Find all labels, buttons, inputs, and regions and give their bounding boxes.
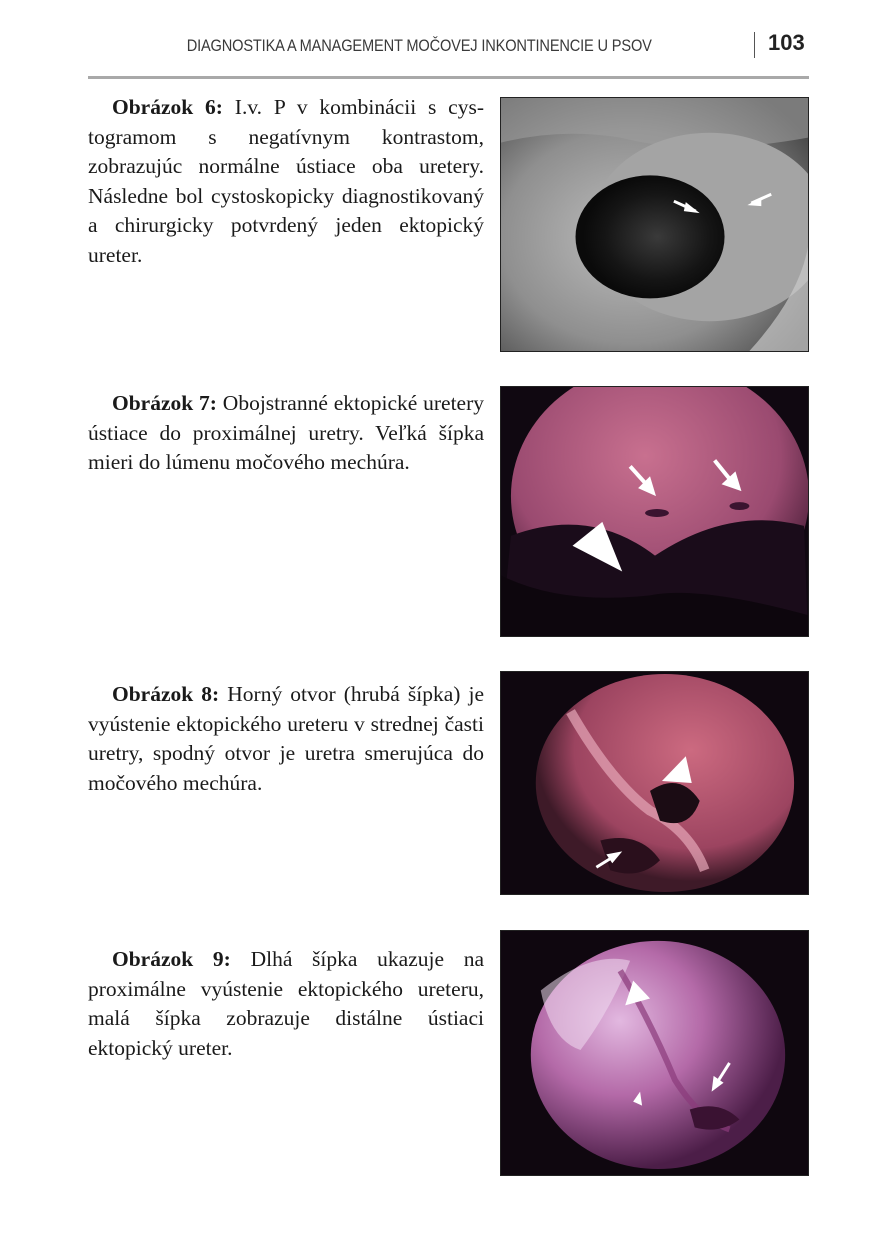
figure-7-cystoscopy: [500, 386, 809, 637]
header-separator: [754, 32, 755, 58]
page-number: 103: [768, 30, 805, 55]
caption-figure-8: [88, 680, 484, 798]
cystoscopy-image: [501, 387, 808, 636]
caption-text: Obojstranné ektopické uretery ústiace do proximálnej uretry. Veľká šípka mieri do lúmenu močového mechúra.: [88, 391, 484, 474]
cystoscopy-image: [501, 931, 808, 1175]
caption-text: Dlhá šípka ukazuje na proximálne vyústenie ektopického ureteru, malá šípka zobrazuje distálne ústiaci ektopický ureter.: [88, 947, 485, 1060]
caption-label: Obrázok 9:: [112, 947, 231, 971]
header-rule: [88, 76, 809, 79]
radiograph-image: [501, 98, 808, 351]
caption-text: I.v. P v kombinácii s cystogramom s negatívnym kontrastom, zobrazujúc normálne ústiace oba uretery. Následne bol cystoskopicky diagnostikovaný a chirurgicky potvrdený jeden ektopický ureter.: [88, 95, 485, 267]
caption-label: Obrázok 7:: [112, 391, 217, 415]
figure-8-cystoscopy: [500, 671, 809, 895]
caption-text: Horný otvor (hrubá šípka) je vyústenie ektopického ureteru v strednej časti uretry, spodný otvor je uretra smerujúca do močového mechúra.: [88, 682, 484, 795]
caption-figure-9: [88, 945, 484, 1063]
figure-9-cystoscopy: [500, 930, 809, 1176]
caption-label: Obrázok 6:: [112, 95, 223, 119]
caption-label: Obrázok 8:: [112, 682, 220, 706]
running-head: [0, 30, 874, 64]
caption-figure-6: [88, 93, 484, 270]
caption-figure-7: [88, 389, 484, 478]
figure-6-radiograph: [500, 97, 809, 352]
running-title: DIAGNOSTIKA A MANAGEMENT MOČOVEJ INKONTINENCIE U PSOV: [186, 36, 652, 55]
cystoscopy-image: [501, 672, 808, 894]
